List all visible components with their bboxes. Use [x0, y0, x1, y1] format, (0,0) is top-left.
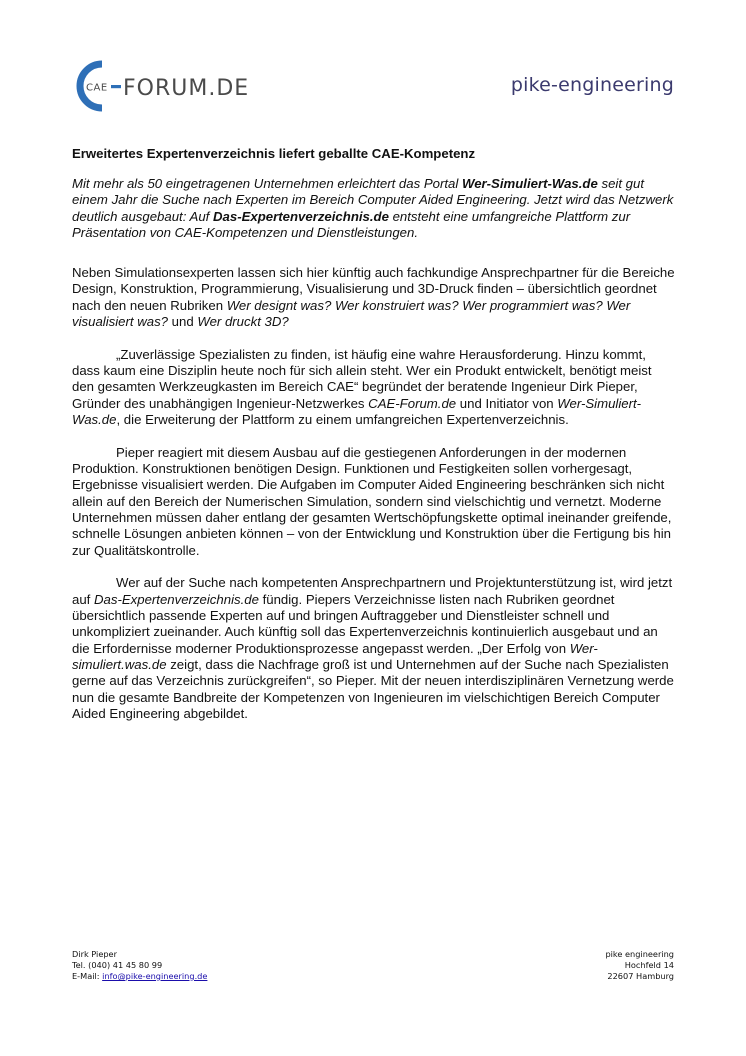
article: [72, 146, 677, 739]
company-name: pike engineering: [605, 949, 674, 959]
cae-forum-logo: [72, 60, 302, 112]
portal-name: Wer-Simuliert-Was.de: [72, 395, 642, 428]
company-street: Hochfeld 14: [624, 960, 674, 970]
paragraph-4: [72, 575, 677, 722]
email-label: E-Mail:: [72, 971, 103, 981]
lead-directory-name: Das-Expertenverzeichnis.de: [213, 208, 389, 224]
footer-contact: [72, 949, 207, 982]
company-city: 22607 Hamburg: [607, 971, 674, 981]
contact-phone: Tel. (040) 41 45 80 99: [72, 960, 163, 970]
network-name: CAE-Forum.de: [368, 395, 457, 411]
paragraph-1: [72, 265, 677, 330]
lead-text: entsteht eine umfangreiche Plattform zur Präsentation von CAE-Kompetenzen und Dienstleistungen.: [72, 208, 631, 240]
paragraph-text: und: [168, 314, 198, 330]
paragraph-text: fündig. Piepers Verzeichnisse listen nach Rubriken geordnet übersichtlich passende Experten auf und bringen Auftraggeber und Dienstleister schnell und unkompliziert zueinander. Auch künftig soll das Expertenverzeichnis kontinuierlich ausgebaut und an die Erfordernisse moderner Produktionsprozesse angepasst werden. „Der Erfolg von: [72, 591, 658, 656]
article-lead: [72, 176, 677, 241]
paragraph-text: und Initiator von: [456, 395, 558, 411]
paragraph-text: zeigt, dass die Nachfrage groß ist und Unternehmen auf der Suche nach Spezialisten gerne auf das Verzeichnis zurückgreifen“, so Pieper. Mit der neuen interdisziplinären Vernetzung werde nun die gesamte Bandbreite der Kompetenzen von Ingenieuren im vielschichtigen Bereich Computer Aided Engineering abgebildet.: [72, 656, 674, 721]
paragraph-text: , die Erweiterung der Plattform zu einem umfangreichen Expertenverzeichnis.: [116, 412, 569, 428]
rubric-list: Wer designt was? Wer konstruiert was? Wer programmiert was? Wer visualisiert was?: [72, 297, 631, 330]
logo-cae-text: CAE: [86, 82, 108, 94]
contact-name: Dirk Pieper: [72, 949, 117, 959]
lead-text: Mit mehr als 50 eingetragenen Unternehmen erleichtert das Portal: [72, 176, 462, 191]
portal-name: Wer-simuliert.was.de: [72, 640, 598, 672]
directory-name: Das-Expertenverzeichnis.de: [94, 591, 259, 607]
paragraph-2: [72, 347, 677, 428]
paragraph-3: Pieper reagiert mit diesem Ausbau auf die gestiegenen Anforderungen in der modernen Produktion. Konstruktionen benötigen Design. Funktionen und Festigkeiten sollen vorhergesagt, Ergebnisse visualisiert werden. Die Aufgaben im Computer Aided Engineering beschränken sich nicht allein auf den Bereich der Numerischen Simulation, sondern sind vielschichtig und vernetzt. Moderne Unternehmen müssen daher entlang der gesamten Wertschöpfungskette optimal ineinander greifende, schnelle Lösungen anbieten können – von der Entwicklung und Konstruktion über die Fertigung bis hin zur Qualitätskontrolle.: [72, 444, 672, 558]
rubric-3d: Wer druckt 3D?: [197, 314, 289, 330]
lead-portal-name: Wer-Simuliert-Was.de: [461, 176, 598, 191]
paragraph-text: „Zuverlässige Spezialisten zu finden, ist häufig eine wahre Herausforderung. Hinzu kommt, dass kaum eine Disziplin heute noch für sich allein steht. Wer ein Produkt entwickelt, benötigt meist den gesamten Werkzeugkasten im Bereich CAE“ begründet der beratende Ingenieur Dirk Pieper, Gründer des unabhängigen Ingenieur-Netzwerkes: [72, 346, 652, 411]
footer-address: [605, 949, 674, 982]
logo-dash: [111, 85, 121, 88]
paragraph-text: Wer auf der Suche nach kompetenten Ansprechpartnern und Projektunterstützung ist, wird jetzt auf: [72, 575, 673, 607]
pike-engineering-logo: pike-engineering: [510, 74, 674, 96]
article-headline: Erweitertes Expertenverzeichnis liefert geballte CAE-Kompetenz: [72, 146, 476, 161]
logo-forum-text: FORUM.DE: [123, 76, 250, 101]
lead-text: seit gut einem Jahr die Suche nach Experten im Bereich Computer Aided Engineering. Jetzt wird das Netzwerk deutlich ausgebaut: Auf: [72, 176, 674, 224]
contact-email-line: [72, 971, 207, 982]
email-link[interactable]: info@pike-engineering.de: [102, 971, 208, 981]
paragraph-text: Neben Simulationsexperten lassen sich hier künftig auch fachkundige Ansprechpartner für die Bereiche Design, Konstruktion, Programmierung, Visualisierung und 3D-Druck finden – übersichtlich geordnet nach den neuen Rubriken: [72, 265, 675, 313]
